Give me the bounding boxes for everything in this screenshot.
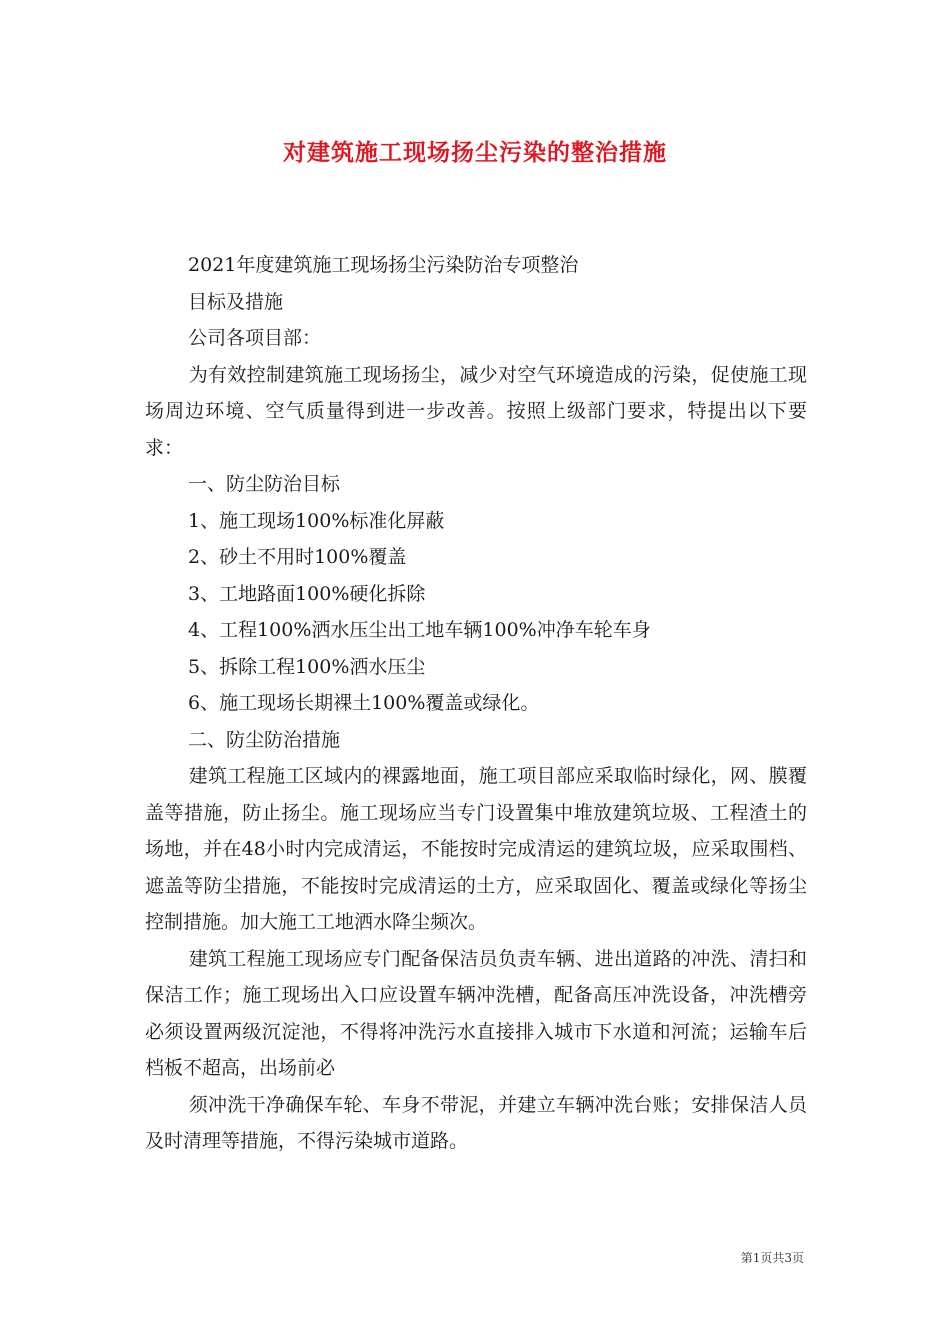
goal-item-5: 5、拆除工程100%洒水压尘 (188, 655, 426, 678)
section-heading-measures: 二、防尘防治措施 (188, 728, 341, 751)
page-number: 第1页共3页 (740, 1251, 804, 1265)
goal-item-6: 6、施工现场长期裸土100%覆盖或绿化。 (188, 692, 540, 714)
paragraph-intro: 为有效控制建筑施工现场扬尘，减少对空气环境造成的污染，促使施工现场周边环境、空气质量得到进一步改善。按照上级部门要求，特提出以下要求： (145, 363, 807, 459)
document-body (145, 247, 807, 1160)
paragraph-subtitle-1: 2021年度建筑施工现场扬尘污染防治专项整治 (188, 254, 579, 276)
paragraph-subtitle-2: 目标及措施 (188, 290, 284, 313)
document-title: 对建筑施工现场扬尘污染的整治措施 (283, 139, 667, 166)
paragraph-measures-1: 建筑工程施工区域内的裸露地面，施工项目部应采取临时绿化，网、膜覆盖等措施，防止扬尘。施工现场应当专门设置集中堆放建筑垃圾、工程渣土的场地，并在48小时内完成清运，不能按时完成清运的建筑垃圾，应采取围档、遮盖等防尘措施，不能按时完成清运的土方，应采取固化、覆盖或绿化等扬尘控制措施。加大施工工地洒水降尘频次。 (145, 765, 807, 933)
goal-item-2: 2、砂土不用时100%覆盖 (188, 546, 407, 568)
paragraph-salutation: 公司各项目部： (188, 327, 322, 349)
goal-item-1: 1、施工现场100%标准化屏蔽 (188, 509, 445, 532)
section-heading-goals: 一、防尘防治目标 (188, 473, 341, 495)
goal-item-4: 4、工程100%洒水压尘出工地车辆100%冲净车轮车身 (188, 619, 651, 641)
paragraph-measures-2: 建筑工程施工现场应专门配备保洁员负责车辆、进出道路的冲洗、清扫和保洁工作；施工现场出入口应设置车辆冲洗槽，配备高压冲洗设备，冲洗槽旁必须设置两级沉淀池，不得将冲洗污水直接排入城市下水道和河流；运输车后档板不超高，出场前必 (145, 947, 807, 1079)
goal-item-3: 3、工地路面100%硬化拆除 (188, 582, 426, 605)
paragraph-measures-3: 须冲洗干净确保车轮、车身不带泥，并建立车辆冲洗台账；安排保洁人员及时清理等措施，不得污染城市道路。 (145, 1093, 807, 1152)
